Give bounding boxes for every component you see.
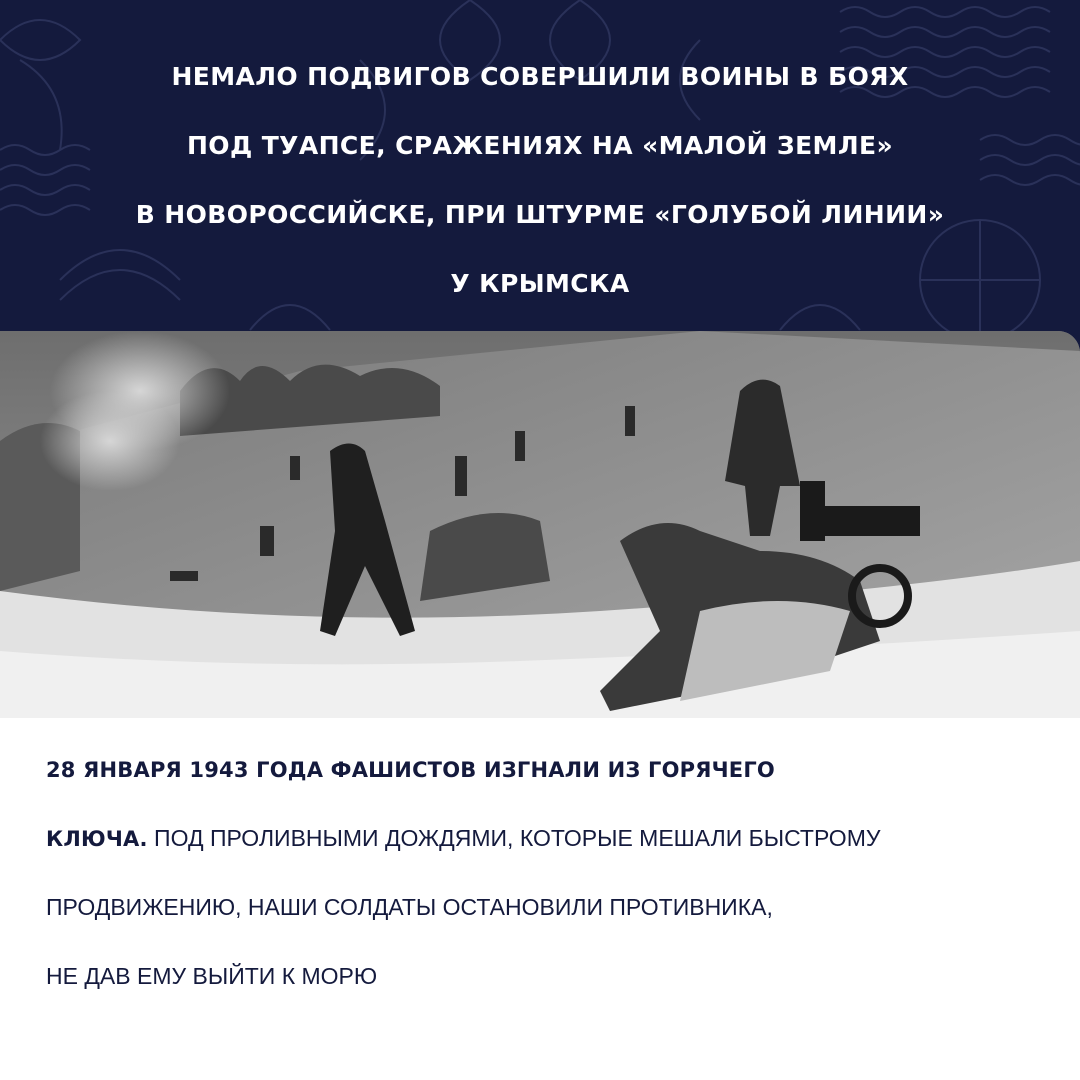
headline-line: ПОД ТУАПСЕ, СРАЖЕНИЯХ НА «МАЛОЙ ЗЕМЛЕ»	[186, 131, 894, 160]
war-photo-soldiers-attack-icon	[0, 331, 1080, 718]
body-line	[46, 735, 1056, 804]
body-text	[46, 735, 1056, 1011]
headline-line: В НОВОРОССИЙСКЕ, ПРИ ШТУРМЕ «ГОЛУБОЙ ЛИНИИ»	[135, 200, 945, 229]
body-line	[46, 804, 1056, 873]
body-lead-bold: 28 ЯНВАРЯ 1943 ГОДА ФАШИСТОВ ИЗГНАЛИ ИЗ ГОРЯЧЕГО	[46, 758, 775, 782]
body-text-regular: ПОД ПРОЛИВНЫМИ ДОЖДЯМИ, КОТОРЫЕ МЕШАЛИ БЫСТРОМУ	[147, 825, 881, 851]
body-line: ПРОДВИЖЕНИЮ, НАШИ СОЛДАТЫ ОСТАНОВИЛИ ПРОТИВНИКА,	[46, 894, 773, 920]
body-lead-bold-end: КЛЮЧА.	[46, 827, 148, 851]
headline-line: У КРЫМСКА	[450, 269, 630, 298]
body-line: НЕ ДАВ ЕМУ ВЫЙТИ К МОРЮ	[46, 963, 378, 989]
headline	[0, 42, 1080, 318]
war-photo	[0, 331, 1080, 718]
headline-line: НЕМАЛО ПОДВИГОВ СОВЕРШИЛИ ВОИНЫ В БОЯХ	[171, 62, 909, 91]
